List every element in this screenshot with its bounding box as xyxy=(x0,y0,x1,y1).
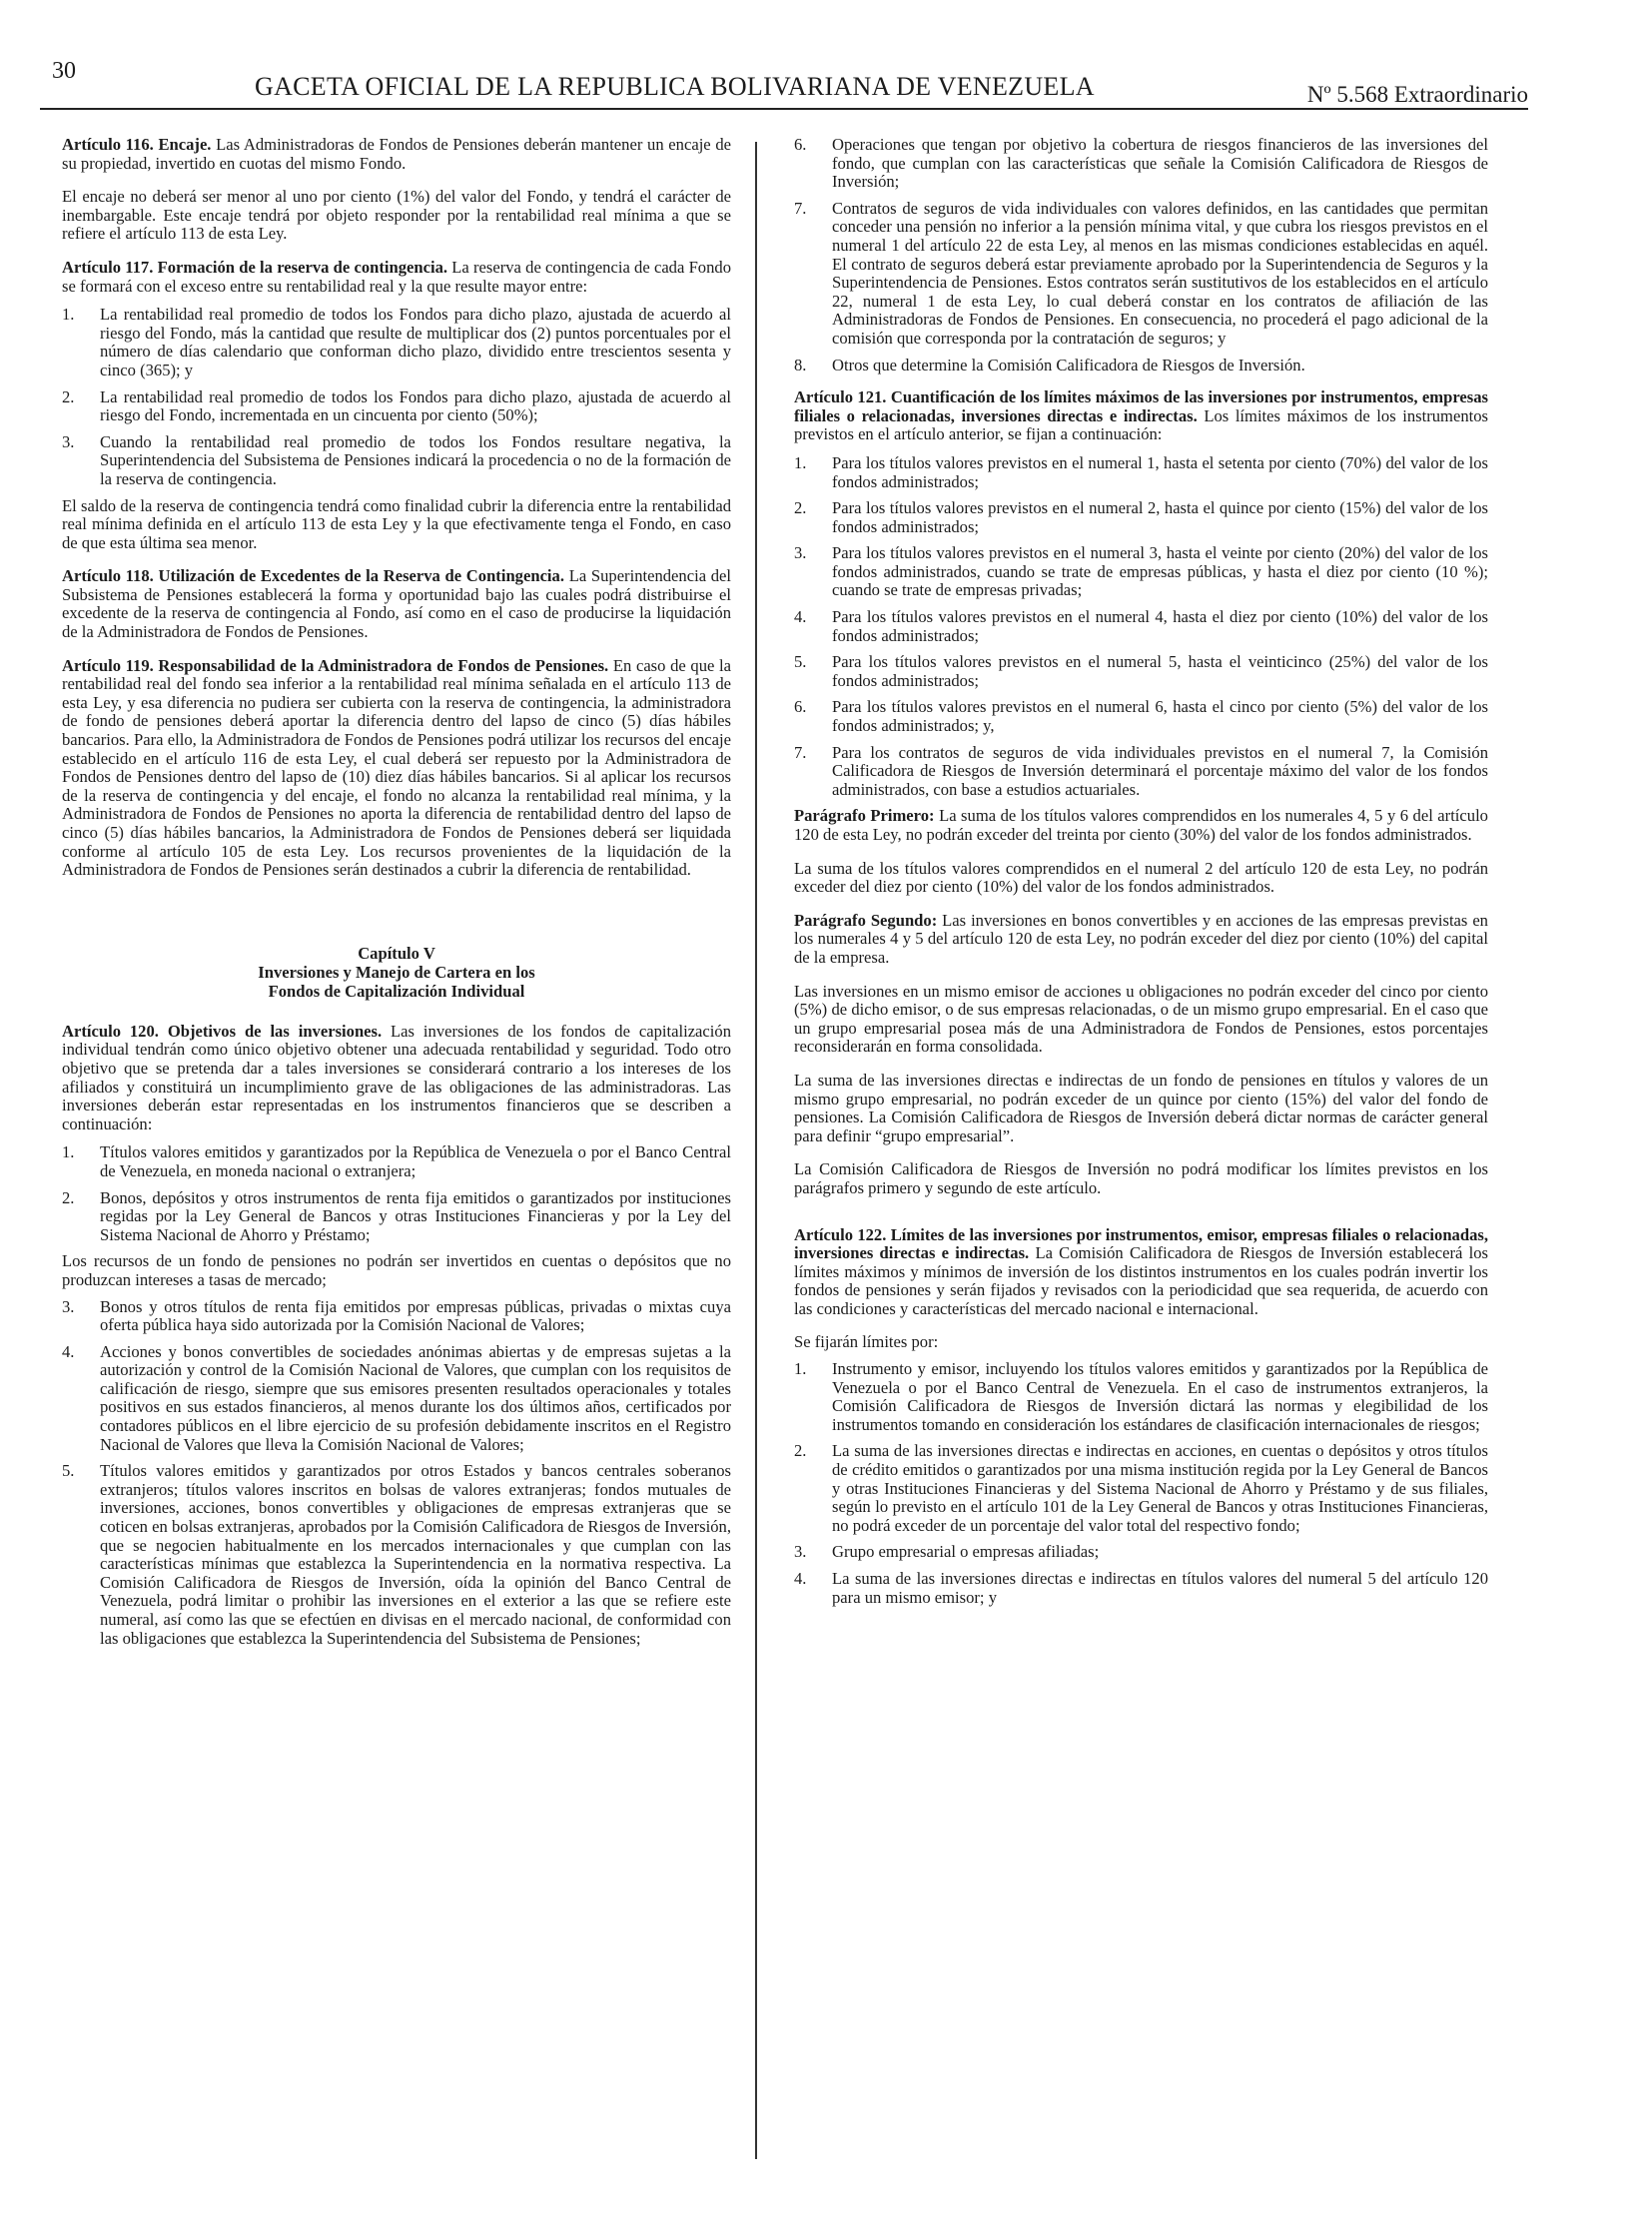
list-item-number: 3. xyxy=(62,1296,75,1316)
article-119 xyxy=(62,657,731,880)
article-116-heading: Artículo 116. Encaje. xyxy=(62,135,212,154)
list-item-number: 6. xyxy=(794,135,807,154)
article-122-body: La Comisión Calificadora de Riesgos de Inversión establecerá los límites máximos y mínimos de inversión de los distintos instrumentos en los cuales podrán invertir los fondos de pensiones y serán fijados y revisados con la periodicidad que sea requerida, de acuerdo con las condiciones y características del mercado nacional e internacional. xyxy=(794,1243,1488,1318)
article-118-heading: Artículo 118. Utilización de Excedentes de la Reserva de Contingencia. xyxy=(62,566,564,586)
list-item-text: Títulos valores emitidos y garantizados por otros Estados y bancos centrales soberanos extranjeros; títulos valores inscritos en bolsas de valores extranjeras; fondos mutuales de inversiones, acciones, bonos convertibles y obligaciones de empresas extranjeras que se coticen en bolsas extranjeras, aprobados por la Comisión Calificadora de Riesgos de Inversión, que se negocien habitualmente en los mercados internacionales y que cumplan con las características mínimas que establezca la Superintendencia en la normativa respectiva. La Comisión Calificadora de Riesgos de Inversión, oída la opinión del Banco Central de Venezuela, podrá limitar o prohibir las inversiones en el exterior a las que se refiere este numeral, así como las que se efectúen en divisas en el mercado nacional, de conformidad con las obligaciones que establezca la Superintendencia del Subsistema de Pensiones; xyxy=(100,1461,731,1648)
list-item xyxy=(62,1462,731,1648)
list-item-text: Operaciones que tengan por objetivo la cobertura de riesgos financieros de las inversiones del fondo, que cumplan con las características que señale la Comisión Calificadora de Riesgos de Inversión; xyxy=(832,135,1488,192)
list-item-number: 1. xyxy=(62,1142,75,1162)
article-122-heading: Artículo 122. Límites de las inversiones por instrumentos, emisor, empresas filiales o relacionadas, inversiones directas e indirectas. xyxy=(794,1224,1488,1263)
article-120-note: Los recursos de un fondo de pensiones no podrán ser invertidos en cuentas o depósitos que no produzcan intereses a tasas de mercado; xyxy=(62,1251,731,1289)
article-119-body: En caso de que la rentabilidad real del fondo sea inferior a la rentabilidad real mínima señalada en el artículo 113 de esta Ley, y esa diferencia no pudiera ser cubierta con la reserva de contingencia, la administradora de fondo de pensiones deberá aportar la diferencia dentro del lapso de cinco (5) días hábiles bancarios. Para ello, la Administradora de Fondos de Pensiones podrá utilizar los recursos del encaje establecido en el artículo 116 de esta Ley, el cual deberá ser repuesto por la Administradora de Fondos de Pensiones dentro del lapso de (10) diez días hábiles bancarios. Si al aplicar los recursos de la reserva de contingencia y del encaje, el fondo no alcanza la rentabilidad real mínima, y la Administradora de Fondos de Pensiones no aporta la diferencia de rentabilidad dentro del lapso de cinco (5) días hábiles bancarios, la Administradora de Fondos de Pensiones deberá ser liquidada conforme al artículo 105 de esta Ley. Los recursos provenientes de la liquidación de la Administradora de Fondos de Pensiones serán destinados a cubrir la diferencia de rentabilidad. xyxy=(62,655,732,880)
list-item-text: La rentabilidad real promedio de todos los Fondos para dicho plazo, ajustada de acuerdo al riesgo del Fondo, incrementada en un cincuenta por ciento (50%); xyxy=(100,386,731,425)
article-117-body: La reserva de contingencia de cada Fondo se formará con el exceso entre su rentabilidad real y la que resulte mayor entre: xyxy=(62,257,731,296)
list-item-number: 4. xyxy=(794,1569,807,1588)
article-121-body: Los límites máximos de los instrumentos previstos en el artículo anterior, se fijan a continuación: xyxy=(794,405,1488,444)
list-item xyxy=(794,200,1488,349)
list-item-text: Para los contratos de seguros de vida individuales previstos en el numeral 7, la Comisión Calificadora de Riesgos de Inversión determinará el porcentaje máximo del valor de los fondos administrados, con base a estudios actuariales. xyxy=(832,742,1488,799)
article-117-heading: Artículo 117. Formación de la reserva de contingencia. xyxy=(62,257,448,277)
list-item xyxy=(62,1143,731,1180)
article-120-list-a xyxy=(62,1143,731,1244)
gazette-title: GACETA OFICIAL DE LA REPUBLICA BOLIVARIANA DE VENEZUELA xyxy=(255,72,1095,101)
column-divider xyxy=(755,142,757,2159)
article-120-body: Las inversiones de los fondos de capitalización individual tendrán como único objetivo obtener una adecuada rentabilidad y seguridad. Todo otro objetivo que se pretenda dar a tales inversiones se considerará contrario a los intereses de los afiliados y constituirá un incumplimiento grave de las obligaciones de las administradoras. Las inversiones deberán estar representadas en los instrumentos financieros que se describen a continuación: xyxy=(62,1021,731,1133)
list-item-number: 3. xyxy=(794,543,807,563)
list-item-number: 7. xyxy=(794,742,807,762)
list-item-text: Acciones y bonos convertibles de sociedades anónimas abiertas y de empresas sujetas a la autorización y control de la Comisión Nacional de Valores, que cumplan con los requisitos de calificación de riesgo, siempre que sus emisores presenten resultados operacionales y totales positivos en sus estados financieros, al menos durante los dos últimos años, certificados por contadores públicos en el libre ejercicio de su profesión debidamente inscritos en el Registro Nacional de Valores que lleva la Comisión Nacional de Valores; xyxy=(100,1341,731,1454)
article-121 xyxy=(794,388,1488,444)
article-122-list xyxy=(794,1360,1488,1607)
list-item xyxy=(794,1442,1488,1535)
list-item-text: Contratos de seguros de vida individuales con valores definidos, en las cantidades que permitan conceder una pensión no inferior a la pensión mínima vital, y que cubra los riesgos previstos en el numeral 1 del artículo 22 de esta Ley, al menos en las mismas condiciones establecidas en aquél. El contrato de seguros deberá estar previamente aprobado por la Superintendencia de Seguros y la Superintendencia de Pensiones. Estos contratos serán sustitutivos de los establecidos en el artículo 22, numeral 1 de esta Ley, lo cual deberá constar en los contratos de afiliación de las Administradoras de Fondos de Pensiones. En consecuencia, no procederá el pago adicional de la comisión que corresponda por la contratación de seguros; y xyxy=(832,198,1488,348)
list-item-number: 8. xyxy=(794,355,807,374)
list-item-text: Para los títulos valores previstos en el numeral 5, hasta el veinticinco (25%) del valor de los fondos administrados; xyxy=(832,652,1488,690)
list-item-number: 1. xyxy=(794,1359,807,1379)
list-item-number: 1. xyxy=(62,305,75,325)
list-item xyxy=(62,388,731,425)
article-122-paragraph-2: Se fijarán límites por: xyxy=(794,1332,939,1352)
paragraph-second-body: Las inversiones en bonos convertibles y en acciones de las empresas previstas en los numerales 4 y 5 del artículo 120 de esta Ley, no podrán exceder del diez por ciento (10%) del capital de la empresa. xyxy=(794,910,1488,967)
article-118 xyxy=(62,567,731,641)
article-117-paragraph-2: El saldo de la reserva de contingencia tendrá como finalidad cubrir la diferencia entre la rentabilidad real mínima definida en el artículo 113 de esta Ley y la que efectivamente tenga el Fondo, en caso de que esta última sea menor. xyxy=(62,495,731,552)
paragraph-second-4: La Comisión Calificadora de Riesgos de Inversión no podrá modificar los límites previstos en los parágrafos primero y segundo de este artículo. xyxy=(794,1159,1488,1197)
list-item-number: 3. xyxy=(794,1542,807,1562)
list-item-text: Cuando la rentabilidad real promedio de todos los Fondos resultare negativa, la Superintendencia del Subsistema de Pensiones indicará la procedencia o no de la formación de la reserva de contingencia. xyxy=(100,431,731,488)
list-item-number: 1. xyxy=(794,452,807,472)
list-item xyxy=(794,1570,1488,1607)
chapter-title-line-2: Fondos de Capitalización Individual xyxy=(268,981,525,1001)
list-item-text: La suma de las inversiones directas e indirectas en acciones, en cuentas o depósitos y otros títulos de crédito emitidos o garantizados por una misma institución regida por la Ley General de Bancos y otras Instituciones Financieras y del Sistema Nacional de Ahorro y Préstamo y de sus filiales, según lo previsto en el artículo 101 de la Ley General de Bancos y otras Instituciones Financieras, no podrá exceder de un porcentaje del valor total del respectivo fondo; xyxy=(832,1441,1488,1535)
list-item-text: Bonos, depósitos y otros instrumentos de renta fija emitidos o garantizados por instituciones regidas por la Ley General de Bancos y otras Instituciones Financieras y por la Ley del Sistema Nacional de Ahorro y Préstamo; xyxy=(100,1187,731,1244)
list-item-number: 4. xyxy=(794,607,807,627)
list-item xyxy=(794,1543,1488,1562)
list-item xyxy=(794,499,1488,536)
list-item-text: Para los títulos valores previstos en el numeral 1, hasta el setenta por ciento (70%) del valor de los fondos administrados; xyxy=(832,452,1488,491)
article-121-heading: Artículo 121. Cuantificación de los límites máximos de las inversiones por instrumentos, empresas filiales o relacionadas, inversiones directas e indirectas. xyxy=(794,387,1488,425)
list-item xyxy=(794,744,1488,800)
paragraph-first-2: La suma de los títulos valores comprendidos en el numeral 2 del artículo 120 de esta Ley, no podrán exceder del diez por ciento (10%) del valor de los fondos administrados. xyxy=(794,858,1488,897)
article-117-list xyxy=(62,306,731,488)
list-item xyxy=(62,306,731,379)
header-rule xyxy=(40,108,1528,110)
article-120-heading: Artículo 120. Objetivos de las inversiones. xyxy=(62,1021,383,1041)
list-item xyxy=(62,1298,731,1335)
article-120-list-c xyxy=(794,136,1488,374)
article-120-list-b xyxy=(62,1298,731,1649)
paragraph-second-3: La suma de las inversiones directas e indirectas de un fondo de pensiones en títulos y valores de un mismo grupo empresarial, no podrán exceder de un quince por ciento (15%) del valor del fondo de pensiones. La Comisión Calificadora de Riesgos de Inversión deberá dictar normas de carácter general para definir “grupo empresarial”. xyxy=(794,1070,1488,1145)
article-120 xyxy=(62,1023,731,1134)
list-item-text: Otros que determine la Comisión Calificadora de Riesgos de Inversión. xyxy=(832,355,1305,374)
list-item-number: 2. xyxy=(62,1187,75,1207)
list-item xyxy=(794,698,1488,735)
paragraph-second-2: Las inversiones en un mismo emisor de acciones u obligaciones no podrán exceder del cinco por ciento (5%) de dicho emisor, o de sus empresas relacionadas, o de un mismo grupo empresarial. En el caso que un grupo empresarial posea más de una Administradora de Fondos de Pensiones, estos porcentajes reconsiderarán en forma consolidada. xyxy=(794,981,1488,1057)
list-item xyxy=(794,608,1488,645)
list-item xyxy=(794,454,1488,491)
list-item-number: 3. xyxy=(62,431,75,451)
list-item xyxy=(62,1343,731,1455)
list-item-text: Bonos y otros títulos de renta fija emitidos por empresas públicas, privadas o mixtas cuya oferta pública haya sido autorizada por la Comisión Nacional de Valores; xyxy=(100,1296,731,1335)
list-item-text: Títulos valores emitidos y garantizados por la República de Venezuela o por el Banco Central de Venezuela, en moneda nacional o extranjera; xyxy=(100,1142,731,1180)
list-item-number: 7. xyxy=(794,198,807,218)
article-116 xyxy=(62,136,731,173)
list-item-number: 2. xyxy=(794,498,807,518)
chapter-title-line-1: Inversiones y Manejo de Cartera en los xyxy=(258,962,535,982)
list-item-text: La suma de las inversiones directas e indirectas en títulos valores del numeral 5 del artículo 120 para un mismo emisor; y xyxy=(832,1569,1488,1607)
article-122 xyxy=(794,1226,1488,1319)
list-item xyxy=(794,544,1488,600)
list-item xyxy=(794,1360,1488,1434)
list-item xyxy=(794,653,1488,690)
left-column xyxy=(62,136,731,1656)
list-item xyxy=(62,433,731,489)
list-item-text: Instrumento y emisor, incluyendo los títulos valores emitidos y garantizados por la República de Venezuela o por el Banco Central de Venezuela. En el caso de instrumentos extranjeros, la Comisión Calificadora de Riesgos de Inversión dictará las normas y elegibilidad de los instrumentos tomando en consideración los estándares de clasificación internacionales de riesgos; xyxy=(832,1359,1488,1434)
list-item-text: Grupo empresarial o empresas afiliadas; xyxy=(832,1542,1100,1562)
article-116-paragraph-2: El encaje no deberá ser menor al uno por ciento (1%) del valor del Fondo, y tendrá el carácter de inembargable. Este encaje tendrá por objeto responder por la rentabilidad real mínima a que se refiere el artículo 113 de esta Ley. xyxy=(62,187,731,244)
article-121-list xyxy=(794,454,1488,800)
gazette-header xyxy=(40,58,1528,110)
list-item-text: Para los títulos valores previstos en el numeral 6, hasta el cinco por ciento (5%) del valor de los fondos administrados; y, xyxy=(832,697,1488,736)
list-item-text: Para los títulos valores previstos en el numeral 3, hasta el veinte por ciento (20%) del valor de los fondos administrados, cuando se trate de empresas públicas, y hasta el diez por ciento (10 %); cuando se trate de empresas privadas; xyxy=(832,543,1488,600)
paragraph-second xyxy=(794,912,1488,968)
paragraph-first-body: La suma de los títulos valores comprendidos en los numerales 4, 5 y 6 del artículo 120 de esta Ley, no podrán exceder del treinta por ciento (30%) del valor de los fondos administrados. xyxy=(794,806,1488,844)
list-item-number: 2. xyxy=(794,1441,807,1461)
chapter-heading xyxy=(62,944,731,1001)
list-item xyxy=(794,136,1488,192)
right-column xyxy=(794,136,1488,1615)
paragraph-first xyxy=(794,807,1488,844)
list-item-number: 4. xyxy=(62,1341,75,1361)
paragraph-second-heading: Parágrafo Segundo: xyxy=(794,910,938,930)
list-item-number: 5. xyxy=(62,1461,75,1481)
list-item-number: 6. xyxy=(794,697,807,717)
issue-number: Nº 5.568 Extraordinario xyxy=(1306,82,1528,107)
list-item-text: Para los títulos valores previstos en el numeral 2, hasta el quince por ciento (15%) del valor de los fondos administrados; xyxy=(832,498,1488,536)
article-116-body: Las Administradoras de Fondos de Pensiones deberán mantener un encaje de su propiedad, invertido en cuotas del mismo Fondo. xyxy=(62,135,732,173)
page-number: 30 xyxy=(52,58,76,84)
chapter-number: Capítulo V xyxy=(358,943,435,963)
list-item xyxy=(794,357,1488,375)
list-item-number: 2. xyxy=(62,386,75,406)
list-item xyxy=(62,1189,731,1245)
article-118-body: La Superintendencia del Subsistema de Pensiones establecerá la forma y oportunidad bajo las cuales podrá distribuirse el excedente de la reserva de contingencia al Fondo, así como en el caso de producirse la liquidación de la Administradora de Fondos de Pensiones. xyxy=(62,566,732,642)
article-119-heading: Artículo 119. Responsabilidad de la Administradora de Fondos de Pensiones. xyxy=(62,655,609,675)
article-117 xyxy=(62,259,731,296)
list-item-number: 5. xyxy=(794,652,807,672)
paragraph-first-heading: Parágrafo Primero: xyxy=(794,806,935,826)
list-item-text: Para los títulos valores previstos en el numeral 4, hasta el diez por ciento (10%) del valor de los fondos administrados; xyxy=(832,607,1488,645)
list-item-text: La rentabilidad real promedio de todos los Fondos para dicho plazo, ajustada de acuerdo al riesgo del Fondo, más la cantidad que resulte de multiplicar dos (2) puntos porcentuales por el número de días calendario que conforman dicho plazo, dividido entre trescientos sesenta y cinco (365); y xyxy=(100,305,731,379)
